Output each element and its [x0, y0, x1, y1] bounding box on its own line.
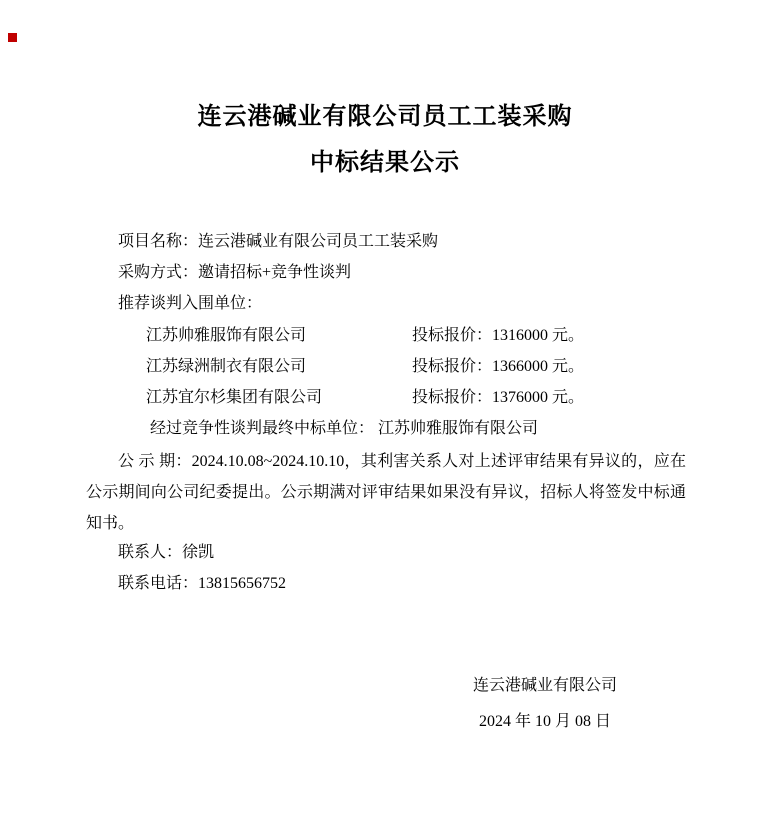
bidder-price: 投标报价：1376000 元。 [412, 389, 585, 406]
shortlist-heading: 推荐谈判入围单位： [118, 295, 263, 312]
document-title-line2: 中标结果公示 [310, 150, 460, 176]
signature-date: 2024 年 10 月 08 日 [478, 713, 611, 730]
procurement-method-line: 采购方式：邀请招标+竞争性谈判 [118, 264, 352, 281]
contact-phone-line: 联系电话：13815656752 [118, 575, 287, 592]
bidder-name: 江苏帅雅服饰有限公司 [146, 327, 307, 344]
signature-company: 连云港碱业有限公司 [472, 677, 617, 694]
bidder-name: 江苏宜尔杉集团有限公司 [146, 389, 323, 406]
bidder-name: 江苏绿洲制衣有限公司 [146, 358, 307, 375]
document-title-line1: 连云港碱业有限公司员工工装采购 [197, 104, 573, 130]
signature-block [380, 672, 710, 731]
red-square-mark [8, 33, 17, 42]
public-notice-paragraph: 公 示 期：2024.10.08~2024.10.10，其利害关系人对上述评审结果有异议的，应在公示期间向公司纪委提出。公示期满对评审结果如果没有异议，招标人将签发中标通知书。 [86, 453, 686, 532]
bidder-price: 投标报价：1366000 元。 [412, 358, 585, 375]
bidder-price: 投标报价：1316000 元。 [412, 327, 585, 344]
winner-line: 经过竞争性谈判最终中标单位： 江苏帅雅服饰有限公司 [150, 420, 539, 437]
project-name-line: 项目名称：连云港碱业有限公司员工工装采购 [118, 233, 439, 250]
contact-person-line: 联系人：徐凯 [118, 544, 215, 561]
